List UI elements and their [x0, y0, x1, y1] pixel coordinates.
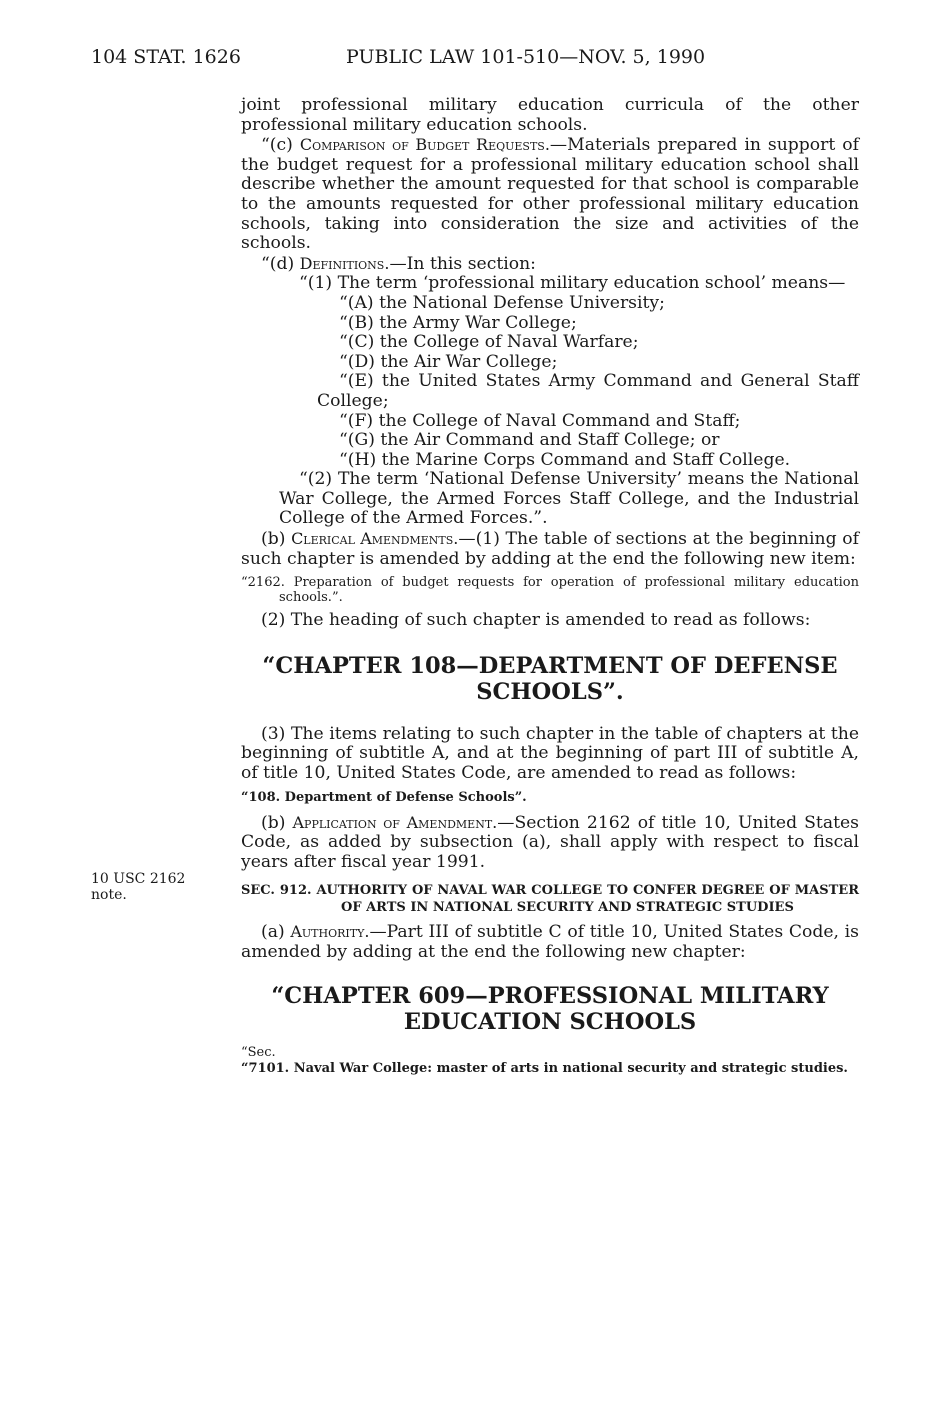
subsection-d: “(d) Definitions.—In this section: [261, 253, 536, 274]
list-item: “(C) the College of Naval Warfare; [339, 332, 639, 353]
section-heading: SEC. 912. AUTHORITY OF NAVAL WAR COLLEGE TO CONFER DEGREE OF MASTER OF ARTS IN NATIONAL SECURITY AND STRATEGIC STUDIES [241, 883, 859, 916]
running-header: PUBLIC LAW 101-510—NOV. 5, 1990 [346, 46, 706, 68]
list-item: “(F) the College of Naval Command and Staff; [339, 410, 741, 431]
definition-1: “(1) The term ‘professional military education school’ means— [299, 273, 846, 294]
list-item: “(B) the Army War College; [339, 312, 577, 333]
subsection-heading: Application of Amendment. [292, 812, 498, 832]
subsection-a-authority: (a) Authority.—Part III of subtitle C of title 10, United States Code, is amended by adding at the end the following new chapter: [241, 922, 859, 962]
subsection-c: “(c) Comparison of Budget Requests.—Materials prepared in support of the budget request for a professional military education school shall describe whether the amount requested for that school is comparable to the amounts requested for other professional military education schools, taking into consideration the size and activities of the schools. [241, 135, 859, 254]
paragraph: joint professional military education curricula of the other professional military education schools. [241, 95, 859, 135]
subsection-heading: Authority. [290, 922, 370, 942]
margin-note [91, 871, 185, 903]
definition-2: “(2) The term ‘National Defense University’ means the National War College, the Armed Forces Staff College, and the Industrial College of the Armed Forces.”. [279, 469, 859, 529]
margin-note-line: 10 USC 2162 [91, 871, 186, 887]
list-item: “(G) the Air Command and Staff College; or [339, 430, 720, 451]
list-item: “(A) the National Defense University; [339, 292, 665, 313]
list-item: “(D) the Air War College; [339, 351, 558, 372]
chapter-heading: “CHAPTER 609—PROFESSIONAL MILITARY EDUCATION SCHOOLS [271, 982, 829, 1035]
sec-label: “Sec. [241, 1044, 276, 1060]
table-of-chapters-item: “108. Department of Defense Schools”. [241, 789, 527, 805]
paragraph: (3) The items relating to such chapter in the table of chapters at the beginning of subtitle A, and at the beginning of part III of subtitle A, of title 10, United States Code, are amended to read as follows: [241, 723, 859, 784]
statute-page-number: 104 STAT. 1626 [91, 46, 241, 68]
chapter-heading: “CHAPTER 108—DEPARTMENT OF DEFENSE SCHOOLS”. [262, 652, 838, 705]
table-of-sections-item: “7101. Naval War College: master of arts in national security and strategic studies. [241, 1060, 848, 1076]
subsection-heading: Definitions. [299, 253, 390, 273]
statute-body [241, 96, 859, 1077]
list-item: “(H) the Marine Corps Command and Staff College. [339, 449, 791, 470]
table-of-sections-item: “2162. Preparation of budget requests for operation of professional military education schools.”. [241, 575, 859, 606]
list-item: “(E) the United States Army Command and General Staff College; [317, 371, 859, 411]
subsection-b-application: (b) Application of Amendment.—Section 2162 of title 10, United States Code, as added by subsection (a), shall apply with respect to fiscal years after fiscal year 1991. [241, 812, 859, 872]
paragraph: (2) The heading of such chapter is amended to read as follows: [261, 610, 811, 631]
subsection-heading: Clerical Amendments. [291, 529, 459, 549]
subsection-heading: Comparison of Budget Requests. [299, 135, 550, 155]
margin-note-line: note. [91, 887, 127, 903]
subsection-b-clerical: (b) Clerical Amendments.—(1) The table of sections at the beginning of such chapter is amended by adding at the end the following new item: [241, 529, 859, 569]
